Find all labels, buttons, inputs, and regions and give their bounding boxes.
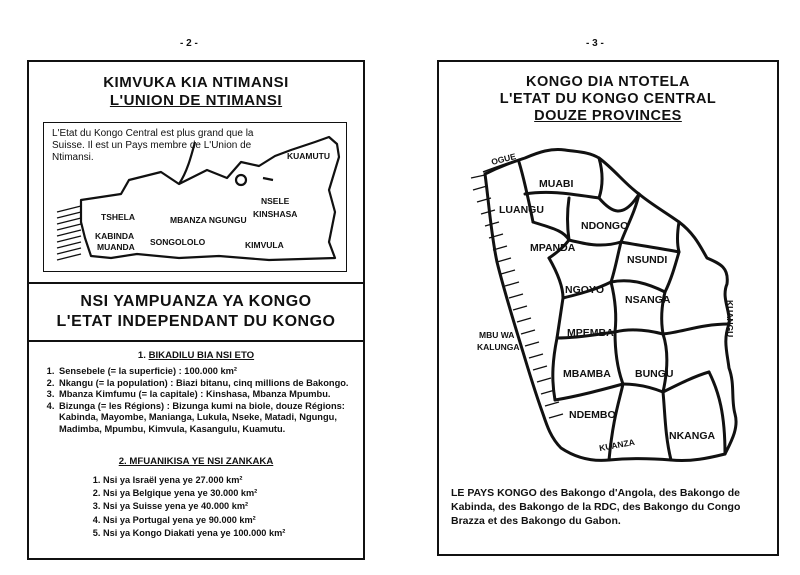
province-ndongo: NDONGO: [581, 220, 629, 232]
union-caption: L'Etat du Kongo Central est plus grand que la Suisse. Il est un Pays membre de L'Union de Ntimansi.: [52, 128, 254, 163]
section1-title: BIKADILU BIA NSI ETO: [148, 350, 255, 361]
title-separator: [29, 340, 363, 342]
map-label-muanda: MUANDA: [97, 242, 135, 252]
province-mpemba: MPEMBA: [567, 327, 614, 339]
left-page-number: - 2 -: [180, 38, 198, 49]
province-muabi: MUABI: [539, 178, 574, 190]
geo-label-ogue: OGUE: [490, 151, 517, 167]
compare-item: 2. Nsi ya Belgique yena ye 30.000 km²: [103, 487, 355, 500]
section1-list: [39, 366, 357, 436]
union-panel: [27, 60, 365, 286]
province-nkanga: NKANGA: [669, 430, 716, 442]
fact-item: 2. Nkangu (= la population) : Biazi bitanu, cinq millions de Bakongo.: [57, 378, 357, 390]
map-label-nsele: NSELE: [261, 196, 290, 206]
fact-item: 1. Sensebele (= la superficie) : 100.000 km²: [57, 366, 357, 378]
province-mpanda: MPANDA: [530, 242, 576, 254]
independent-title-line2: L'ETAT INDEPENDANT DU KONGO: [56, 313, 336, 330]
fact-item: 3. Mbanza Kimfumu (= la capitale) : Kinshasa, Mbanza Mpumbu.: [57, 389, 357, 401]
independent-title-line1: NSI YAMPUANZA YA KONGO: [80, 293, 312, 310]
section1-heading: [29, 350, 363, 361]
map-label-songololo: SONGOLOLO: [150, 237, 206, 247]
fact-item: 4. Bizunga (= les Régions) : Bizunga kumi na biole, douze Régions: Kabinda, Mayombe, Manianga, Lukula, Nseke, Matadi, Ngungu, Madimba, Mpumbu, Kimvula, Kasangulu, Kuamutu.: [57, 401, 357, 436]
union-title-line1: KIMVUKA KIA NTIMANSI: [103, 74, 289, 91]
compare-item: 5. Nsi ya Kongo Diakati yena ye 100.000 km²: [103, 527, 355, 540]
compare-item: 3. Nsi ya Suisse yena ye 40.000 km²: [103, 500, 355, 513]
map-label-kimvula: KIMVULA: [245, 240, 284, 250]
provinces-title-line1: KONGO DIA NTOTELA: [526, 74, 690, 90]
compare-item: 1. Nsi ya Israël yena ye 27.000 km²: [103, 474, 355, 487]
province-ndembo: NDEMBO: [569, 409, 616, 421]
compare-item: 4. Nsi ya Portugal yena ye 90.000 km²: [103, 514, 355, 527]
geo-label-kuanza: KUANZA: [598, 436, 636, 454]
union-title-line2: L'UNION DE NTIMANSI: [109, 92, 283, 109]
map-label-mbanza-ngungu: MBANZA NGUNGU: [170, 215, 247, 225]
independent-title: [29, 292, 363, 332]
union-map-drawing: [29, 62, 363, 284]
map-label-kinshasa: KINSHASA: [253, 209, 298, 219]
province-ngoyo: NGOYO: [565, 284, 605, 296]
section2-list: [85, 474, 355, 540]
province-mbamba: MBAMBA: [563, 368, 611, 380]
geo-label-kuangu: KUANGU: [725, 300, 735, 338]
map-label-kabinda: KABINDA: [95, 231, 135, 241]
provinces-title-line2: L'ETAT DU KONGO CENTRAL: [499, 91, 717, 107]
section1-number: 1.: [137, 350, 146, 361]
independent-panel: [27, 282, 365, 560]
geo-label-kalunga: KALUNGA: [477, 342, 520, 352]
map-label-tshela: TSHELA: [101, 212, 135, 222]
provinces-title-line3: DOUZE PROVINCES: [534, 108, 682, 124]
provinces-panel: [437, 60, 779, 556]
provinces-caption: LE PAYS KONGO des Bakongo d'Angola, des Bakongo de Kabinda, des Bakongo de la RDC, des Bakongo du Congo Brazza et des Bakongo du Gabon.: [451, 487, 741, 527]
province-nsundi: NSUNDI: [627, 254, 668, 266]
right-page-number: - 3 -: [586, 38, 604, 49]
map-label-kuamutu: KUAMUTU: [287, 151, 330, 161]
province-bungu: BUNGU: [635, 368, 674, 380]
province-luangu: LUANGU: [499, 204, 544, 216]
section2-heading: 2. MFUANIKISA YE NSI ZANKAKA: [118, 456, 274, 467]
province-nsanga: NSANGA: [625, 294, 671, 306]
geo-label-mbu-wa: MBU WA: [479, 330, 515, 340]
